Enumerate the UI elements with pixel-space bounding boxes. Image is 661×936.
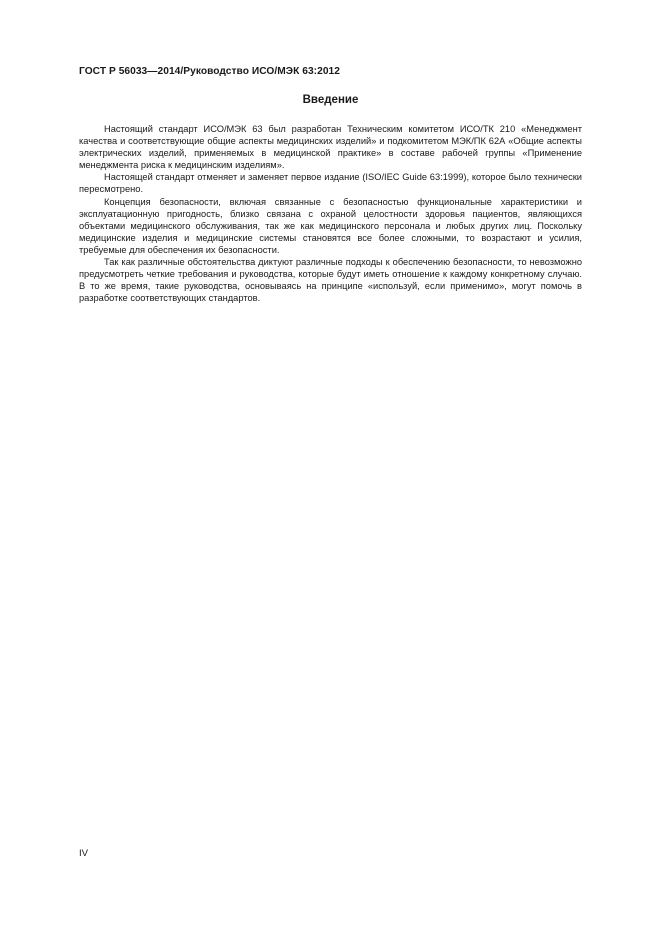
body-text <box>79 123 582 304</box>
page-number: IV <box>79 848 89 859</box>
paragraph: Настоящий стандарт ИСО/МЭК 63 был разработан Техническим комитетом ИСО/ТК 210 «Менеджмент качества и соответствующие общие аспекты медицинских изделий» и подкомитетом МЭК/ПК 62А «Общие аспекты электрических изделий, применяемых в медицинской практике» в составе рабочей группы «Применение менеджмента риска к медицинским изделиям». <box>79 124 582 171</box>
section-title: Введение <box>302 94 359 106</box>
paragraph: Так как различные обстоятельства диктуют различные подходы к обеспечению безопасности, то невозможно предусмотреть четкие требования и руководства, которые будут иметь отношение к каждому конкретному случаю. В то же время, такие руководства, основываясь на принципе «используй, если применимо», могут помочь в разработке соответствующих стандартов. <box>79 257 582 304</box>
paragraph: Настоящей стандарт отменяет и заменяет первое издание (ISO/IEC Guide 63:1999), которое было технически пересмотрено. <box>79 172 582 195</box>
paragraph: Концепция безопасности, включая связанные с безопасностью функциональные характеристики и эксплуатационную пригодность, близко связана с охраной целостности здоровья пациентов, являющихся объектами медицинского обслуживания, так же как медицинского персонала и любых других лиц. Поскольку медицинские изделия и медицинские системы становятся все более сложными, то возрастают и усилия, требуемые для обеспечения их безопасности. <box>79 196 582 255</box>
document-header: ГОСТ Р 56033—2014/Руководство ИСО/МЭК 63:2012 <box>79 66 340 77</box>
